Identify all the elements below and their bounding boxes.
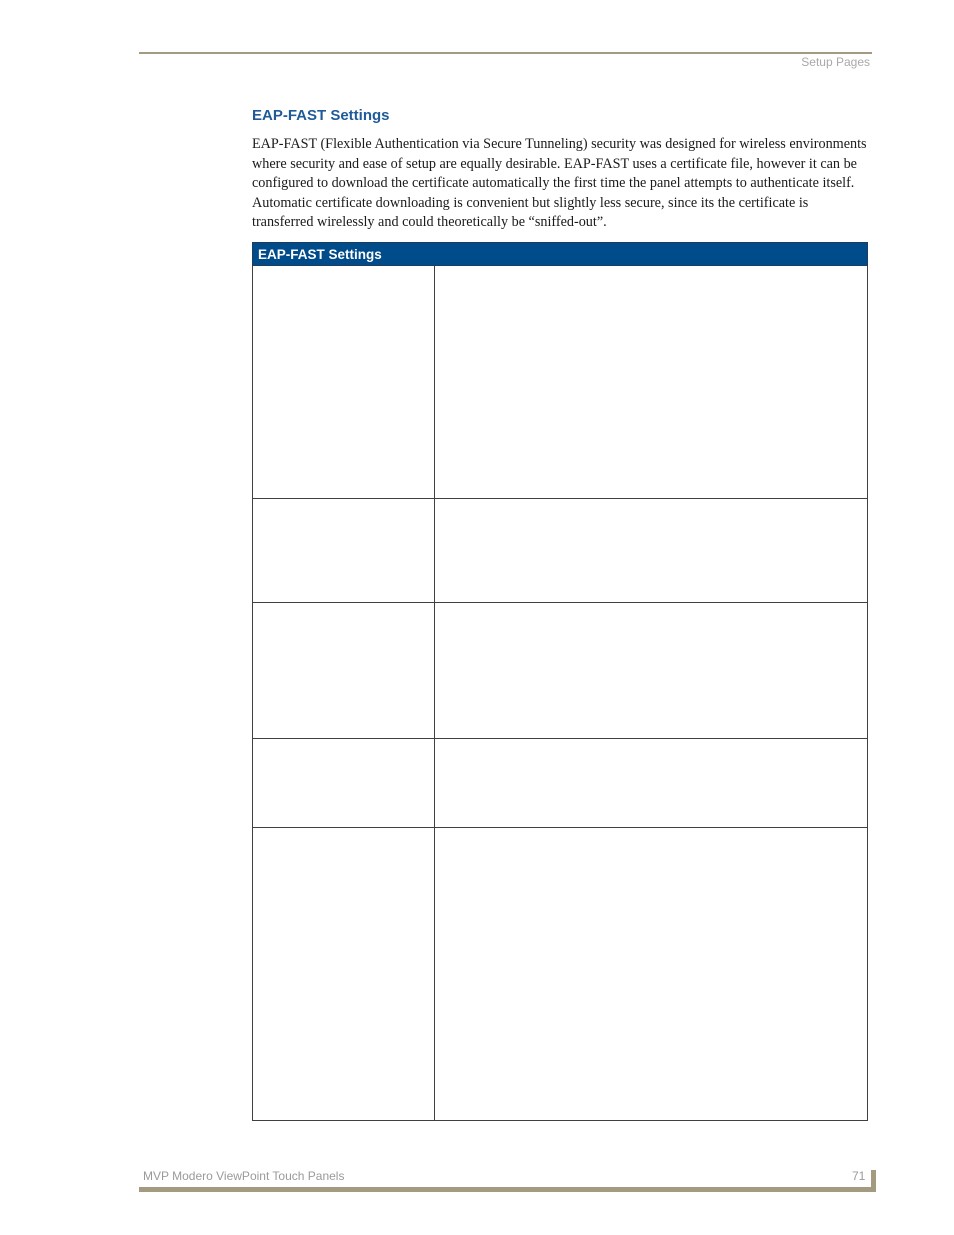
table-header-row xyxy=(253,243,868,266)
footer-title: MVP Modero ViewPoint Touch Panels xyxy=(143,1169,345,1183)
row-label xyxy=(253,266,435,499)
footer-rule xyxy=(139,1187,876,1192)
table-row xyxy=(253,603,868,739)
row-label xyxy=(253,499,435,603)
eap-fast-settings-table xyxy=(252,242,868,1121)
row-label xyxy=(253,603,435,739)
table-row xyxy=(253,266,868,499)
row-description xyxy=(435,499,868,603)
row-description xyxy=(435,828,868,1121)
table-row xyxy=(253,499,868,603)
section-heading: EAP-FAST Settings xyxy=(252,107,390,124)
row-description xyxy=(435,739,868,828)
row-label xyxy=(253,739,435,828)
table-row xyxy=(253,828,868,1121)
header-rule xyxy=(139,52,872,54)
row-description xyxy=(435,266,868,499)
row-description xyxy=(435,603,868,739)
table-row xyxy=(253,739,868,828)
running-header: Setup Pages xyxy=(801,55,870,69)
intro-paragraph: EAP-FAST (Flexible Authentication via Secure Tunneling) security was designed for wireless environments where security and ease of setup are equally desirable. EAP-FAST uses a certificate file, however it can be configured to download the certificate automatically the first time the panel attempts to authenticate itself. Automatic certificate downloading is convenient but slightly less secure, since its the certificate is transferred wirelessly and could theoretically be “sniffed-out”. xyxy=(252,136,867,231)
table-header: EAP-FAST Settings xyxy=(253,243,868,266)
page-number: 71 xyxy=(852,1169,866,1183)
row-label xyxy=(253,828,435,1121)
